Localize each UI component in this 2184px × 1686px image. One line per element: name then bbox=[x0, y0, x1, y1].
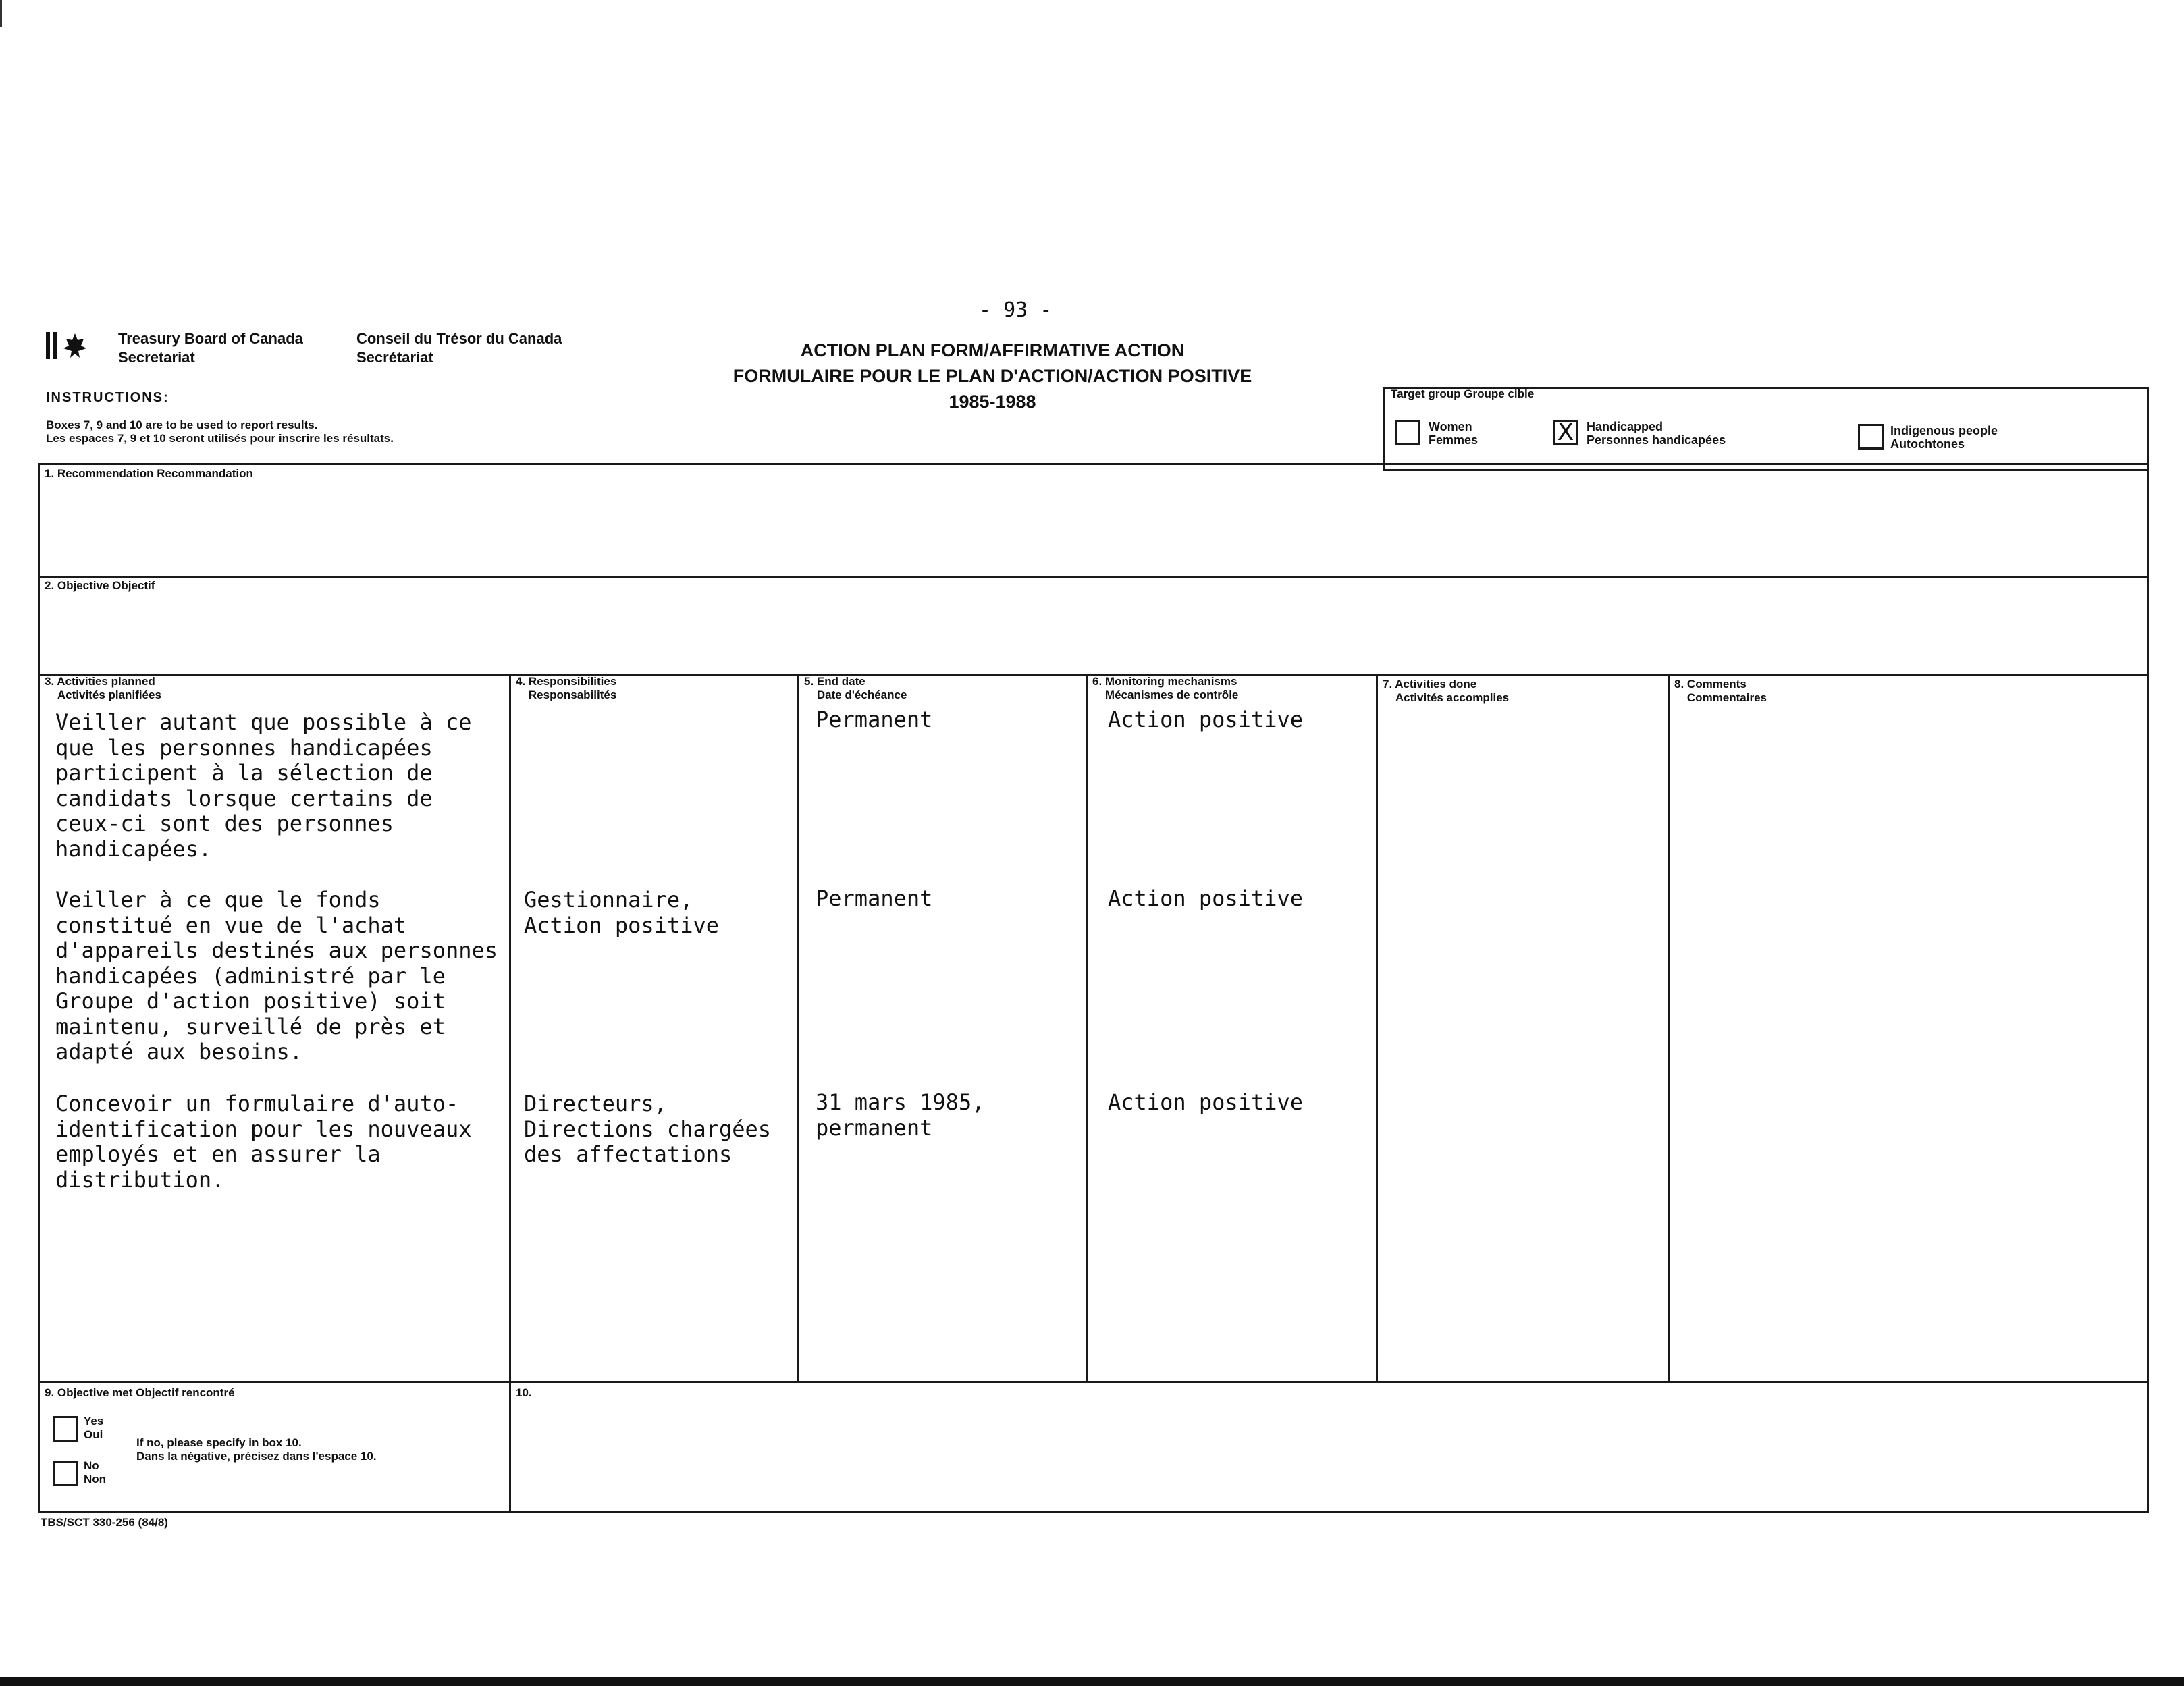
divider-col-6 bbox=[1086, 674, 1088, 1382]
objective-met-note: If no, please specify in box 10. Dans la négative, précisez dans l'espace 10. bbox=[136, 1436, 377, 1463]
divider-col-8 bbox=[1668, 674, 1670, 1382]
col-header-responsibilities: 4. Responsibilities Responsabilités bbox=[516, 675, 617, 701]
row1-monitoring: Action positive bbox=[1108, 707, 1303, 732]
row3-monitoring: Action positive bbox=[1108, 1089, 1303, 1115]
target-group-title: Target group Groupe cible bbox=[1391, 387, 1535, 400]
col-header-activities-done: 7. Activities done Activités accomplies bbox=[1383, 678, 1510, 704]
col-header-comments: 8. Comments Commentaires bbox=[1674, 678, 1767, 704]
row1-end-date: Permanent bbox=[816, 707, 933, 732]
instructions-text: Boxes 7, 9 and 10 are to be used to report results. Les espaces 7, 9 et 10 seront utilisés pour inscrire les résultats. bbox=[46, 418, 394, 445]
col-header-end-date: 5. End date Date d'échéance bbox=[804, 675, 907, 701]
row3-end-date: 31 mars 1985, permanent bbox=[816, 1089, 985, 1141]
instructions-label: INSTRUCTIONS: bbox=[46, 390, 169, 405]
scan-bottom-bar bbox=[0, 1677, 2184, 1686]
row2-monitoring: Action positive bbox=[1108, 886, 1303, 911]
row2-activity: Veiller à ce que le fonds constitué en vue de l'achat d'appareils destinés aux personnes handicapées (administré par le Groupe d'action positive) soit maintenu, surveillé de près et adapté aux besoins. bbox=[55, 887, 498, 1064]
row2-responsibility: Gestionnaire, Action positive bbox=[524, 887, 719, 938]
row1-activity: Veiller autant que possible à ce que les personnes handicapées participent à la sélection de candidats lorsque certains de ceux-ci sont des personnes handicapées. bbox=[55, 709, 472, 862]
divider-activities bbox=[38, 1381, 2149, 1383]
checkbox-yes-label: Yes Oui bbox=[84, 1415, 104, 1441]
divider-col-5 bbox=[797, 674, 799, 1382]
canada-flag-icon bbox=[45, 329, 92, 363]
form-code: TBS/SCT 330-256 (84/8) bbox=[41, 1516, 168, 1529]
page-number: - 93 - bbox=[979, 298, 1053, 322]
checkbox-yes[interactable] bbox=[53, 1416, 78, 1442]
checkbox-handicapped[interactable]: X bbox=[1553, 420, 1578, 445]
recommendation-label: 1. Recommendation Recommandation bbox=[45, 467, 253, 480]
agency-name-fr: Conseil du Trésor du Canada Secrétariat bbox=[356, 330, 562, 366]
checkbox-no[interactable] bbox=[53, 1461, 78, 1486]
form-title: ACTION PLAN FORM/AFFIRMATIVE ACTION FORMULAIRE POUR LE PLAN D'ACTION/ACTION POSITIVE 1985-1988 bbox=[733, 340, 1252, 412]
row3-activity: Concevoir un formulaire d'auto- identification pour les nouveaux employés et en assurer la distribution. bbox=[55, 1091, 472, 1193]
agency-name-en: Treasury Board of Canada Secretariat bbox=[118, 330, 303, 366]
checkbox-no-label: No Non bbox=[84, 1459, 107, 1486]
checkbox-indigenous-label: Indigenous people Autochtones bbox=[1890, 424, 1998, 451]
objective-met-label: 9. Objective met Objectif rencontré bbox=[45, 1386, 235, 1399]
checkbox-indigenous[interactable] bbox=[1858, 424, 1884, 450]
scan-edge-mark bbox=[0, 0, 2, 27]
box-10-label: 10. bbox=[516, 1386, 532, 1399]
checkbox-women-label: Women Femmes bbox=[1429, 420, 1479, 447]
row2-end-date: Permanent bbox=[816, 886, 933, 911]
divider-recommendation bbox=[38, 576, 2149, 578]
col-header-activities-planned: 3. Activities planned Activités planifiées bbox=[45, 675, 161, 701]
objective-label: 2. Objective Objectif bbox=[45, 579, 155, 592]
divider-col-7 bbox=[1376, 674, 1378, 1382]
checkbox-handicapped-label: Handicapped Personnes handicapées bbox=[1587, 420, 1726, 447]
checkbox-women[interactable] bbox=[1395, 420, 1420, 445]
divider-col-4 bbox=[509, 674, 511, 1513]
col-header-monitoring: 6. Monitoring mechanisms Mécanismes de contrôle bbox=[1092, 675, 1239, 701]
row3-responsibility: Directeurs, Directions chargées des affectations bbox=[524, 1091, 772, 1167]
